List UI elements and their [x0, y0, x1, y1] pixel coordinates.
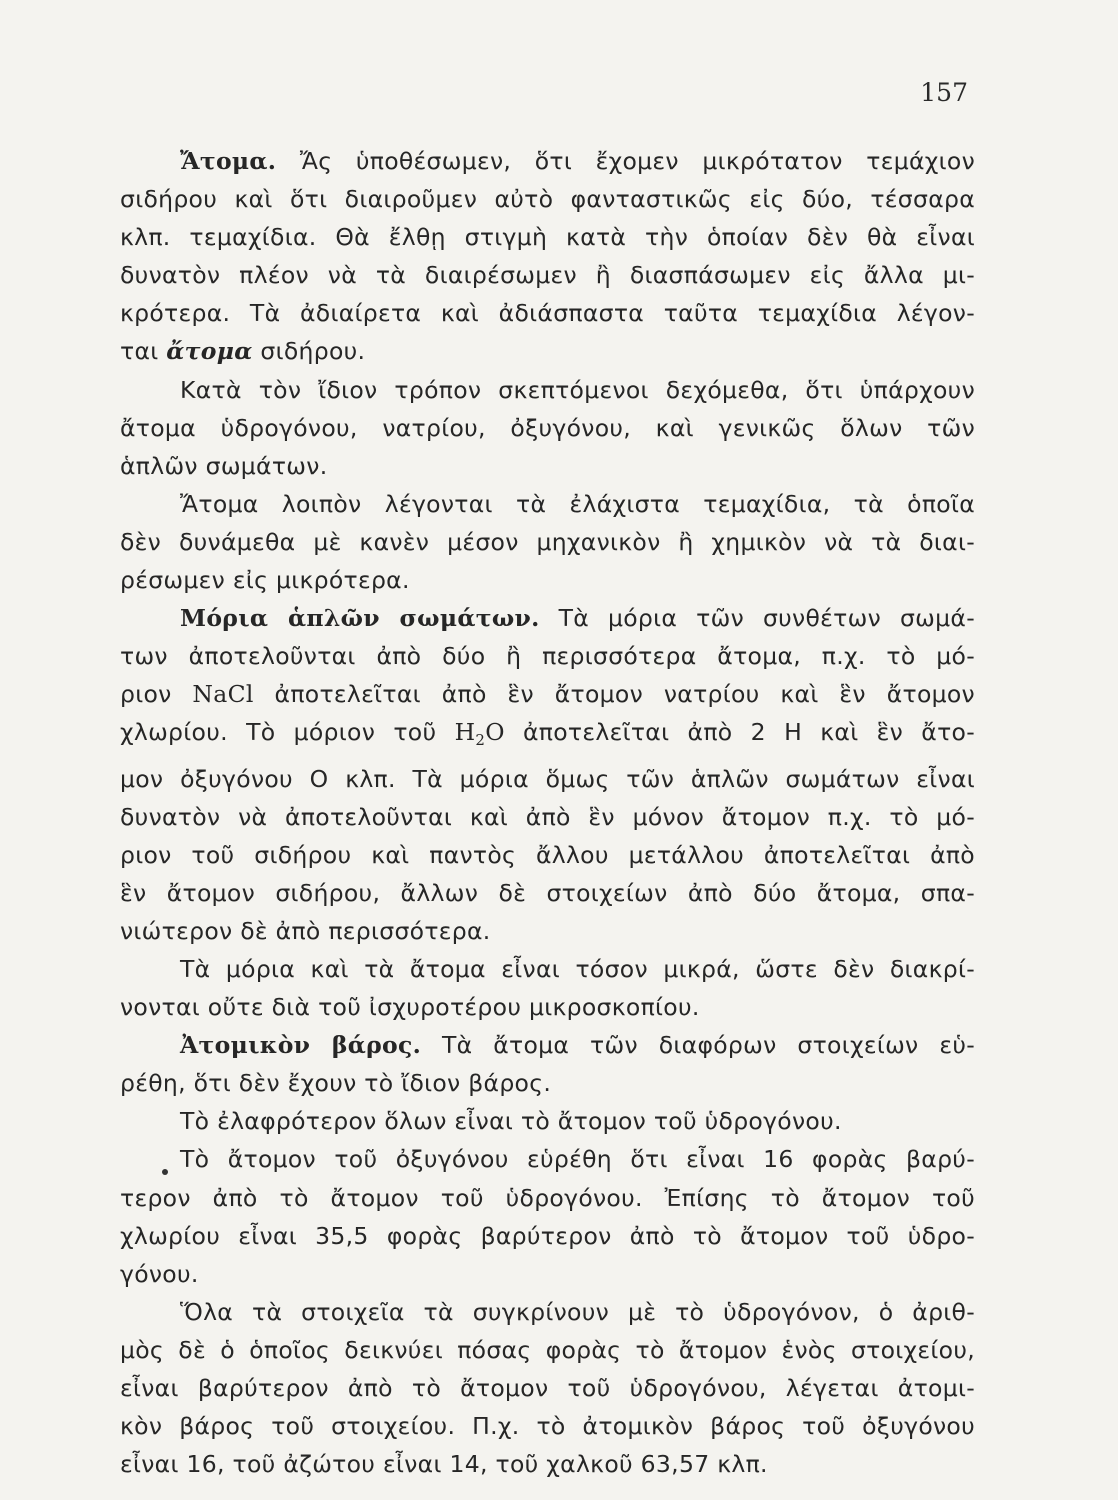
text-fragment: χλωρίου. Τὸ μόριον τοῦ: [120, 718, 437, 747]
section-heading-atoms: Ἄτομα.: [180, 147, 277, 175]
text-fragment: ριον: [120, 680, 172, 709]
text-line: ἄτομα ὑδρογόνου, νατρίου, ὀξυγόνου, καὶ γενικῶς ὅλων τῶν: [120, 413, 975, 442]
formula-element: H: [454, 718, 476, 747]
paragraph-atomic-weight: [120, 1026, 975, 1102]
text-line: μὸς δὲ ὁ ὁποῖος δεικνύει πόσας φορὰς τὸ ἄτομον ἑνὸς στοιχείου,: [120, 1335, 975, 1364]
text-line: ἁπλῶν σωμάτων.: [120, 451, 328, 480]
text-line: Κατὰ τὸν ἴδιον τρόπον σκεπτόμενοι δεχόμεθα, ὅτι ὑπάρχουν: [180, 375, 975, 404]
emphasized-term: ἄτομα: [166, 337, 253, 366]
text-line-content: Ἄς ὑποθέσωμεν, ὅτι ἔχομεν μικρότατον τεμάχιον: [299, 147, 975, 175]
paragraph-size: [120, 950, 975, 1026]
text-line: [120, 1026, 975, 1064]
text-line: γόνου.: [120, 1259, 199, 1288]
text-line: Ἄτομα λοιπὸν λέγονται τὰ ἐλάχιστα τεμαχίδια, τὰ ὁποῖα: [180, 489, 975, 518]
chemical-formula: [454, 718, 505, 750]
text-line: κὸν βάρος τοῦ στοιχείου. Π.χ. τὸ ἀτομικὸν βάρος τοῦ ὀξυγόνου: [120, 1412, 975, 1441]
bullet-icon: [162, 1169, 168, 1175]
text-line: εἶναι βαρύτερον ἀπὸ τὸ ἄτομον τοῦ ὑδρογόνου, λέγεται ἀτομι-: [120, 1374, 975, 1402]
paragraph-atoms-elements: [120, 371, 975, 485]
section-heading-molecules: Μόρια ἁπλῶν σωμάτων.: [180, 604, 540, 633]
text-line: Τὸ ἐλαφρότερον ὅλων εἶναι τὸ ἄτομον τοῦ ὑδρογόνου.: [180, 1107, 842, 1136]
formula-subscript: 2: [475, 731, 486, 750]
text-fragment: ται: [120, 337, 159, 366]
text-line: [120, 675, 975, 713]
text-line: νονται οὔτε διὰ τοῦ ἰσχυροτέρου μικροσκοπίου.: [120, 993, 700, 1022]
text-line: Τὰ μόρια καὶ τὰ ἄτομα εἶναι τόσον μικρά, ὥστε δὲν διακρί-: [180, 954, 975, 983]
paragraph-atoms-summary: [120, 485, 975, 599]
text-line: ρέθη, ὅτι δὲν ἔχουν τὸ ἴδιον βάρος.: [120, 1069, 552, 1098]
paragraph-lightest: [120, 1102, 975, 1140]
text-line: των ἀποτελοῦνται ἀπὸ δύο ἢ περισσότερα ἄτομα, π.χ. τὸ μό-: [120, 642, 975, 671]
text-line: εἶναι 16, τοῦ ἀζώτου εἶναι 14, τοῦ χαλκοῦ 63,57 κλπ.: [120, 1450, 768, 1479]
text-line: ριον τοῦ σιδήρου καὶ παντὸς ἄλλου μετάλλου ἀποτελεῖται ἀπὸ: [120, 840, 975, 869]
text-line: κρότερα. Τὰ ἀδιαίρετα καὶ ἀδιάσπαστα ταῦτα τεμαχίδια λέγον-: [120, 299, 975, 328]
text-line: χλωρίου εἶναι 35,5 φορὰς βαρύτερον ἀπὸ τὸ ἄτομον τοῦ ὑδρο-: [120, 1221, 975, 1250]
text-line: σιδήρου καὶ ὅτι διαιροῦμεν αὐτὸ φανταστικῶς εἰς δύο, τέσσαρα: [120, 185, 975, 214]
text-fragment: σιδήρου.: [260, 337, 366, 366]
section-heading-atomic-weight: Ἀτομικὸν βάρος.: [180, 1031, 422, 1060]
text-line: ρέσωμεν εἰς μικρότερα.: [120, 566, 410, 595]
text-fragment: ἀποτελεῖται ἀπὸ 2 H καὶ ἓν ἄτο-: [523, 718, 975, 747]
text-line: νιώτερον δὲ ἀπὸ περισσότερα.: [120, 916, 491, 945]
formula-element: O: [485, 718, 505, 747]
paragraph-oxygen: [120, 1140, 975, 1292]
text-line: κλπ. τεμαχίδια. Θὰ ἔλθῃ στιγμὴ κατὰ τὴν ὁποίαν δὲν θὰ εἶναι: [120, 223, 975, 252]
paragraph-molecules: [120, 599, 975, 950]
text-line-content: Τὸ ἄτομον τοῦ ὀξυγόνου εὑρέθη ὅτι εἶναι 16 φορὰς βαρύ-: [180, 1145, 975, 1174]
text-line: δυνατὸν νὰ ἀποτελοῦνται καὶ ἀπὸ ἓν μόνον ἄτομον π.χ. τὸ μό-: [120, 802, 975, 831]
paragraph-comparison: [120, 1293, 975, 1483]
text-line: Ὅλα τὰ στοιχεῖα τὰ συγκρίνουν μὲ τὸ ὑδρογόνον, ὁ ἀριθ-: [180, 1297, 975, 1326]
text-line: μον ὀξυγόνου O κλπ. Τὰ μόρια ὅμως τῶν ἁπλῶν σωμάτων εἶναι: [120, 764, 975, 793]
text-line: [120, 332, 975, 370]
chemical-formula: NaCl: [192, 680, 254, 709]
text-line: [120, 142, 975, 180]
text-line-content: Τὰ ἄτομα τῶν διαφόρων στοιχείων εὑ-: [441, 1031, 975, 1060]
text-line: δυνατὸν πλέον νὰ τὰ διαιρέσωμεν ἢ διασπάσωμεν εἰς ἄλλα μι-: [120, 261, 975, 290]
text-line: ἓν ἄτομον σιδήρου, ἄλλων δὲ στοιχείων ἀπὸ δύο ἄτομα, σπα-: [120, 878, 975, 907]
text-line: [120, 713, 975, 759]
paragraph-atoms-definition: [120, 142, 975, 371]
page-text: [120, 142, 975, 1483]
page-number: 157: [920, 78, 968, 107]
text-line: τερον ἀπὸ τὸ ἄτομον τοῦ ὑδρογόνου. Ἐπίσης τὸ ἄτομον τοῦ: [120, 1183, 975, 1212]
text-line: [120, 599, 975, 637]
text-line: δὲν δυνάμεθα μὲ κανὲν μέσον μηχανικὸν ἢ χημικὸν νὰ τὰ διαι-: [120, 527, 975, 556]
text-line: [120, 1140, 975, 1178]
text-fragment: ἀποτελεῖται ἀπὸ ἓν ἄτομον νατρίου καὶ ἓν ἄτομον: [274, 680, 975, 709]
text-line-content: Τὰ μόρια τῶν συνθέτων σωμά-: [558, 604, 975, 633]
